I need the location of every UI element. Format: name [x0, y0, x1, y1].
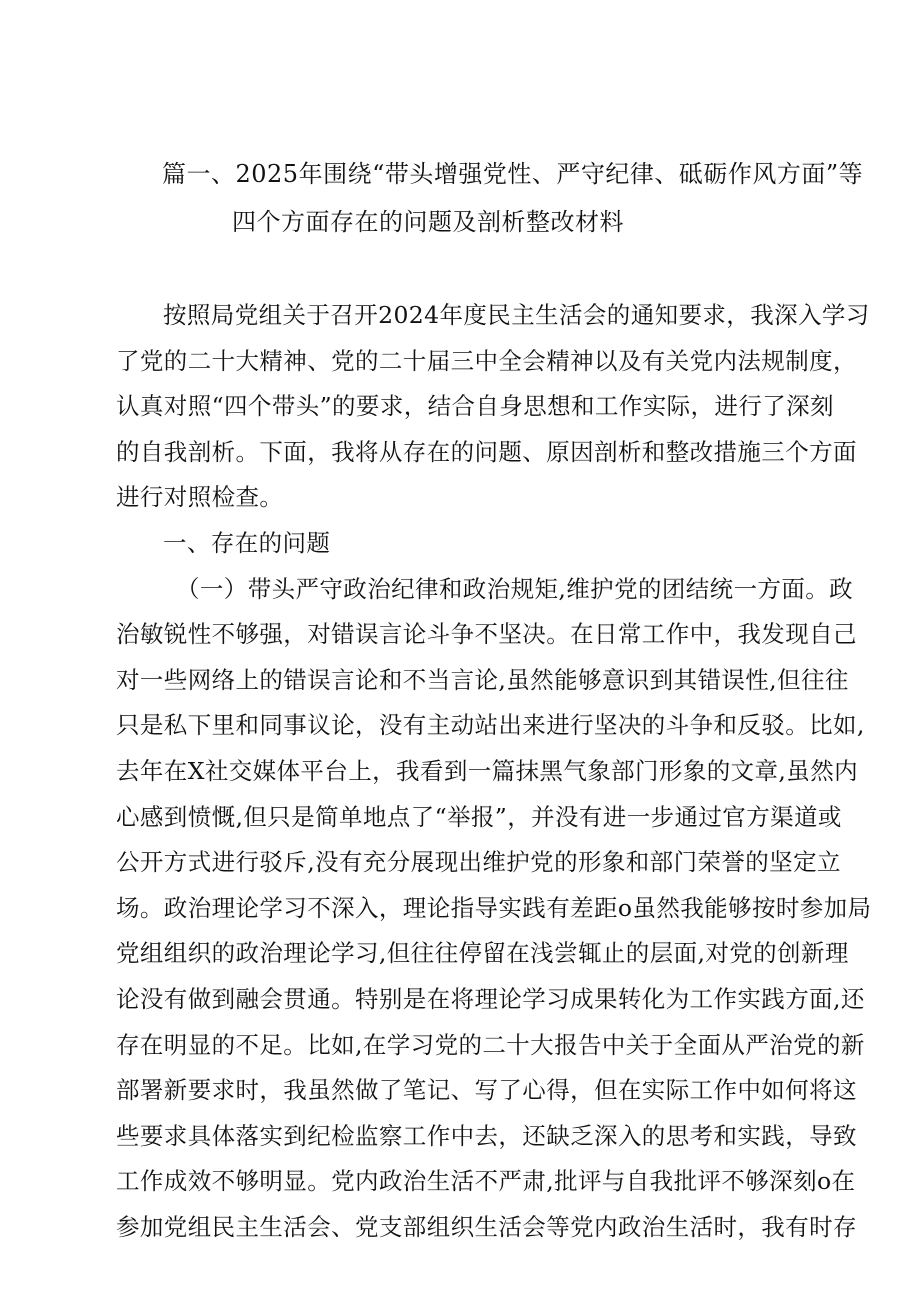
paragraph-line: 场。政治理论学习不深入，理论指导实践有差距o虽然我能够按时参加局 [116, 893, 872, 922]
paragraph-line: 心感到愤慨,但只是简单地点了“举报”，并没有进一步通过官方渠道或 [116, 802, 842, 831]
paragraph-line: 按照局党组关于召开2024年度民主生活会的通知要求，我深入学习 [163, 301, 870, 329]
title-line-1: 篇一、2025年围绕“带头增强党性、严守纪律、砥砺作风方面”等 [162, 160, 864, 188]
paragraph-line: 参加党组民主生活会、党支部组织生活会等党内政治生活时，我有时存 [116, 1212, 857, 1241]
paragraph-line: 去年在X社交媒体平台上，我看到一篇抹黑气象部门形象的文章,虽然内 [116, 756, 858, 785]
paragraph-line: （一）带头严守政治纪律和政治规矩,维护党的团结统一方面。政 [176, 574, 854, 603]
document-body [116, 293, 872, 1250]
paragraph-line: 党组组织的政治理论学习,但往往停留在浅尝辄止的层面,对党的创新理 [116, 939, 849, 968]
title-line-2: 四个方面存在的问题及剖析整改材料 [232, 208, 624, 236]
paragraph-line: 公开方式进行驳斥,没有充分展现出维护党的形象和部门荣誉的坚定立 [116, 848, 841, 877]
paragraph-line: 只是私下里和同事议论，没有主动站出来进行坚决的斗争和反驳。比如, [116, 711, 865, 740]
paragraph-line: 治敏锐性不够强，对错误言论斗争不坚决。在日常工作中，我发现自己 [116, 620, 857, 649]
paragraph-line: 认真对照“四个带头”的要求，结合自身思想和工作实际，进行了深刻 [116, 392, 834, 421]
paragraph-line: 对一些网络上的错误言论和不当言论,虽然能够意识到其错误性,但往往 [116, 665, 849, 694]
paragraph-line: 论没有做到融会贯通。特别是在将理论学习成果转化为工作实践方面,还 [116, 984, 865, 1013]
paragraph-line: 些要求具体落实到纪检监察工作中去，还缺乏深入的思考和实践，导致 [116, 1121, 857, 1150]
paragraph-line: 了党的二十大精神、党的二十届三中全会精神以及有关党内法规制度， [116, 346, 857, 375]
paragraph-line: 工作成效不够明显。党内政治生活不严肃,批评与自我批评不够深刻o在 [116, 1167, 856, 1196]
section-heading: 一、存在的问题 [163, 528, 331, 557]
paragraph-line: 的自我剖析。下面，我将从存在的问题、原因剖析和整改措施三个方面 [116, 437, 857, 466]
paragraph-line: 存在明显的不足。比如,在学习党的二十大报告中关于全面从严治党的新 [116, 1030, 865, 1059]
paragraph-line: 部署新要求时，我虽然做了笔记、写了心得，但在实际工作中如何将这 [116, 1076, 857, 1105]
document-title [0, 150, 920, 246]
paragraph-line: 进行对照检查。 [116, 483, 284, 512]
